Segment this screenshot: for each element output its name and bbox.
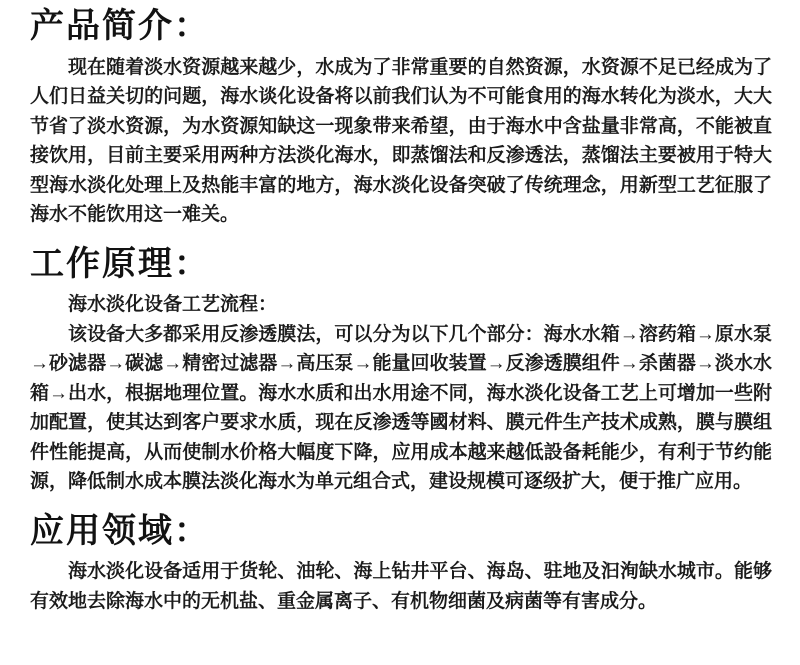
paragraph-product-intro: 现在随着淡水资源越来越少，水成为了非常重要的自然资源，水资源不足已经成为了人们日益关切的问题，海水谈化设备将以前我们认为不可能食用的海水转化为淡水，大大节省了淡水资源，为水资源知缺这一现象带来希望，由于海水中含盐量非常高，不能被直接饮用，目前主要采用两种方法淡化海水，即蒸馏法和反渗透法，蒸馏法主要被用于特大型海水淡化处理上及热能丰富的地方，海水淡化设备突破了传统理念，用新型工艺征服了海水不能饮用这一难关。: [30, 56, 772, 225]
paragraph-application-areas: 海水淡化设备适用于货轮、油轮、海上钻井平台、海岛、驻地及汩洵缺水城市。能够有效地去除海水中的无机盐、重金属离子、有机物细菌及病菌等有害成分。: [30, 561, 772, 612]
section-heading-product-intro: 产品简介：: [30, 7, 210, 45]
section-product-intro: [30, 5, 772, 230]
paragraph-working-principle: 该设备大多都采用反渗透膜法，可以分为以下几个部分：海水水箱→溶药箱→原水泵→砂滤器→碳滤→精密过滤器→高压泵→能量回收装置→反渗透膜组件→杀菌器→淡水水箱→出水，根据地理位置。海水水质和出水用途不同，海水淡化设备工艺上可增加一些附加配置，使其达到客户要求水质，现在反渗透等國材料、膜元件生产技术成熟，膜与膜组件性能提高，从而使制水价格大幅度下降，应用成本越来越低設备耗能少，有利于节约能源，降低制水成本膜法淡化海水为单元组合式，建设规模可逐级扩大，便于推广应用。: [30, 323, 772, 492]
section-working-principle: [30, 243, 772, 497]
section-heading-working-principle: 工作原理：: [30, 244, 210, 283]
section-application-areas: [30, 510, 772, 617]
section-heading-application-areas: 应用领域：: [30, 511, 210, 550]
paragraph-process-flow-label: 海水淡化设备工艺流程：: [68, 294, 278, 315]
